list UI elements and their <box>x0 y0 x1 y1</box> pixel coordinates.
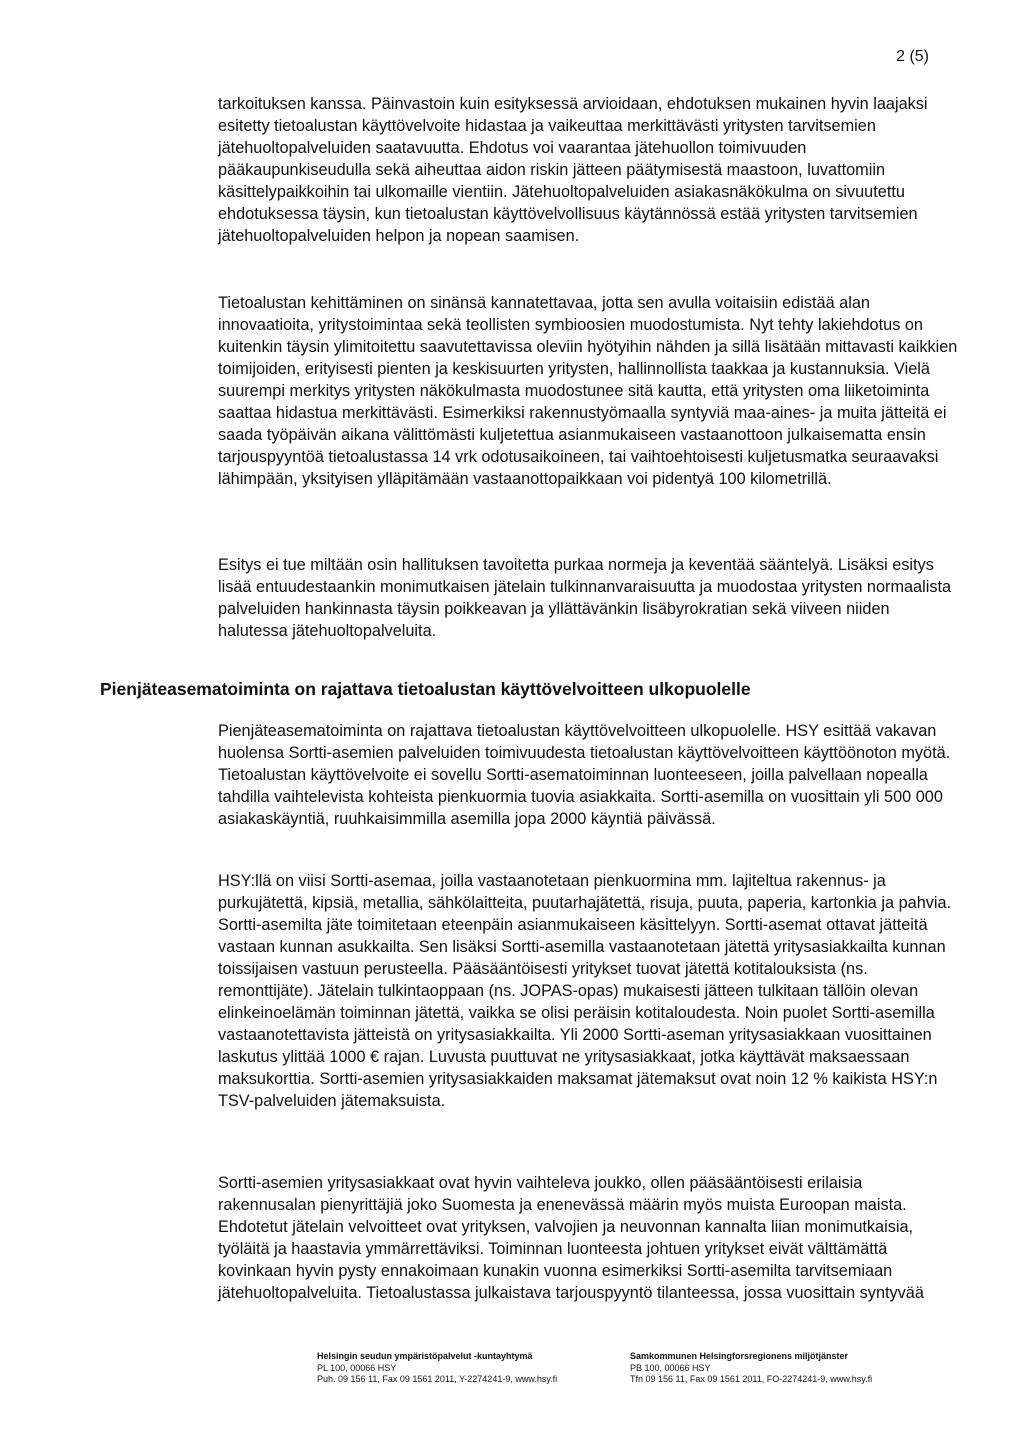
paragraph-text: tarkoituksen kanssa. Päinvastoin kuin esityksessä arvioidaan, ehdotuksen mukainen hyvin laajaksi esitetty tietoalustan käyttövelvoite hidastaa ja vaikeuttaa merkittävästi yritysten tarvitsemien jätehuoltopalveluiden saatavuutta. Ehdotus voi vaarantaa jätehuollon toimivuuden pääkaupunkiseudulla sekä aiheuttaa aidon riskin jätteen päätymisestä maastoon, luvattomiin käsittelypaikkoihin tai ulkomaille vientiin. Jätehuoltopalveluiden asiakasnäkökulma on sivuutettu ehdotuksessa täysin, kun tietoalustan käyttövelvollisuus käytännössä estää yritysten tarvitsemien jätehuoltopalveluiden helpon ja nopean saamisen. <box>218 95 928 245</box>
footer-swedish <box>630 1351 872 1386</box>
footer-org-name: Helsingin seudun ympäristöpalvelut -kuntayhtymä <box>317 1351 533 1361</box>
paragraph-business-customers <box>218 1172 960 1304</box>
paragraph-regulation <box>218 554 960 642</box>
page-number: 2 (5) <box>896 48 929 65</box>
footer-contact: Puh. 09 156 11, Fax 09 1561 2011, Y-2274241-9, www.hsy.fi <box>317 1374 558 1384</box>
footer-contact: Tfn 09 156 11, Fax 09 1561 2011, FO-2274241-9, www.hsy.fi <box>630 1374 873 1384</box>
paragraph-platform-development <box>218 292 960 490</box>
footer-finnish <box>317 1351 557 1386</box>
footer-org-name: Samkommunen Helsingforsregionens miljötjänster <box>630 1351 849 1361</box>
footer-address: PB 100, 00066 HSY <box>630 1362 711 1373</box>
paragraph-text: Pienjäteasematoiminta on rajattava tietoalustan käyttövelvoitteen ulkopuolelle. HSY esittää vakavan huolensa Sortti-asemien palveluiden toimivuudesta tietoalustan käyttövelvoitteen käyttöönoton myötä. Tietoalustan käyttövelvoite ei sovellu Sortti-asematoiminnan luonteeseen, joilla palvellaan nopealla tahdilla vaihtelevista kohteista pienkuormia tuovia asiakkaita. Sortti-asemilla on vuosittain yli 500 000 asiakaskäyntiä, ruuhkaisimmilla asemilla jopa 2000 käyntiä päivässä. <box>218 722 951 828</box>
section-heading: Pienjäteasematoiminta on rajattava tietoalustan käyttövelvoitteen ulkopuolelle <box>100 679 751 699</box>
paragraph-hsy-stations <box>218 870 960 1112</box>
paragraph-text: Sortti-asemien yritysasiakkaat ovat hyvin vaihteleva joukko, ollen pääsääntöisesti erilaisia rakennusalan pienyrittäjiä joko Suomesta ja enenevässä määrin myös muista Euroopan maista. Ehdotetut jätelain velvoitteet ovat yrityksen, valvojien ja neuvonnan kannalta liian monimutkaisia, työläitä ja haastavia ymmärrettäviksi. Toiminnan luonteesta johtuen yritykset eivät välttämättä kovinkaan hyvin pysty ennakoimaan kunakin vuonna esimerkiksi Sortti-asemilta tarvitsemiaan jätehuoltopalveluita. Tietoalustassa julkaistava tarjouspyyntö tilanteessa, jossa vuosittain syntyvää <box>218 1174 924 1302</box>
paragraph-sortti-stations <box>218 720 960 830</box>
paragraph-text: Tietoalustan kehittäminen on sinänsä kannatettavaa, jotta sen avulla voitaisiin edistää alan innovaatioita, yritystoimintaa sekä teollisten symbioosien muodostumista. Nyt tehty lakiehdotus on kuitenkin täysin ylimitoitettu saavutettavissa oleviin hyötyihin nähden ja sillä lisätään mittavasti kaikkien toimijoiden, erityisesti pienten ja keskisuurten yritysten, hallinnollista taakkaa ja kustannuksia. Vielä suurempi merkitys yritysten näkökulmasta muodostunee sitä kautta, että yritysten oma liiketoiminta saattaa hidastua merkittävästi. Esimerkiksi rakennustyömaalla syntyviä maa-aines- ja muita jätteitä ei saada työpäivän aikana välittömästi kuljetettua asianmukaiseen vastaanottoon julkaisematta ensin tarjouspyyntöä tietoalustassa 14 vrk odotusaikoineen, tai vaihtoehtoisesti kuljetusmatka seuraavaksi lähimpään, yksityisen ylläpitämään vastaanottopaikkaan voi pidentyä 100 kilometrillä. <box>218 294 958 488</box>
footer-address: PL 100, 00066 HSY <box>317 1362 397 1373</box>
paragraph-text: Esitys ei tue miltään osin hallituksen tavoitetta purkaa normeja ja keventää sääntelyä. Lisäksi esitys lisää entuudestaankin monimutkaisen jätelain tulkinnanvaraisuutta ja muodostaa yritysten normaalista palveluiden hankinnasta täysin poikkeavan ja yllättävänkin lisäbyrokratian sekä viiveen niiden halutessa jätehuoltopalveluita. <box>218 556 952 640</box>
paragraph-text: HSY:llä on viisi Sortti-asemaa, joilla vastaanotetaan pienkuormina mm. lajiteltua rakennus- ja purkujätettä, kipsiä, metallia, sähkölaitteita, puutarhajätettä, risuja, puuta, paperia, kartonkia ja pahvia. Sortti-asemilta jäte toimitetaan eteenpäin asianmukaiseen käsittelyyn. Sortti-asemat ottavat jätteitä vastaan kunnan asukkailta. Sen lisäksi Sortti-asemilla vastaanotetaan jätettä yritysasiakkailta kunnan toissijaisen vastuun perusteella. Pääsääntöisesti yritykset tuovat jätettä kotitalouksista (ns. remonttijäte). Jätelain tulkintaoppaan (ns. JOPAS-opas) mukaisesti jätteen tulkitaan tällöin olevan elinkeinoelämän toiminnan jätettä, vaikka se olisi peräisin kotitaloudesta. Noin puolet Sortti-asemilla vastaanotettavista jätteistä on yritysasiakkailta. Yli 2000 Sortti-aseman yritysasiakkaan vuosittainen laskutus ylittää 1000 € rajan. Luvusta puuttuvat ne yritysasiakkaat, jotka käyttävät maksaessaan maksukorttia. Sortti-asemien yritysasiakkaiden maksamat jätemaksut ovat noin 12 % kaikista HSY:n TSV-palveluiden jätemaksuista. <box>218 872 952 1110</box>
paragraph-data-platform-obligation <box>218 93 960 247</box>
